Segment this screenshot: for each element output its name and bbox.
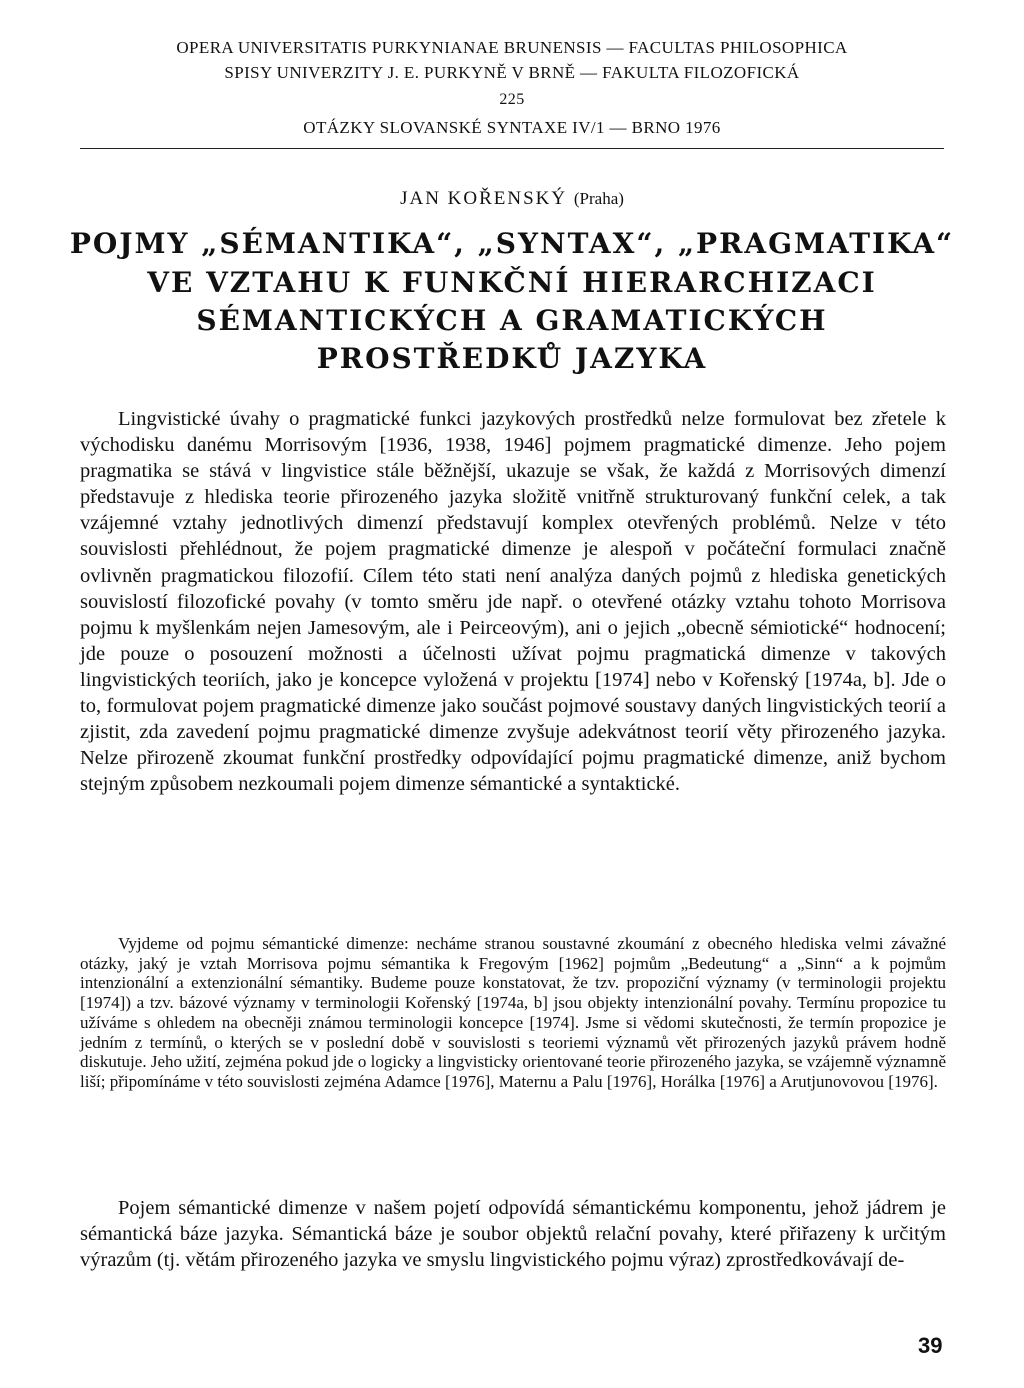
page-number: 39 <box>918 1333 943 1358</box>
author-affiliation: (Praha) <box>573 189 624 208</box>
paragraph-3: Pojem sémantické dimenze v našem pojetí odpovídá sémantickému komponentu, jehož jádrem je sémantická báze jazyka. Sémantická báze je soubor objektů relační povahy, které přiřazeny k určitým výrazům (tj. větám přirozeného jazyka ve smyslu lingvistického pojmu výraz) zprostředkovávají de- <box>80 1197 946 1272</box>
volume-line: OTÁZKY SLOVANSKÉ SYNTAXE IV/1 — BRNO 1976 <box>303 118 721 137</box>
body-section-1 <box>80 406 946 797</box>
author-name: JAN KOŘENSKÝ <box>400 188 568 209</box>
author-line <box>0 188 1024 210</box>
series-number: 225 <box>499 91 525 108</box>
article-title-line-1: POJMY „SÉMANTIKA“, „SYNTAX“, „PRAGMATIKA“ <box>69 227 955 260</box>
article-title-line-3: SÉMANTICKÝCH A GRAMATICKÝCH <box>196 304 828 337</box>
header-divider <box>80 148 944 149</box>
paragraph-1: Lingvistické úvahy o pragmatické funkci jazykových prostředků nelze formulovat bez zřetele k východisku danému Morrisovým [1936, 1938, 1946] pojmem pragmatické dimenze. Jeho pojem pragmatika se stává v lingvistice stále běžnější, ukazuje se však, že každá z Morrisových dimenzí představuje z hlediska teorie přirozeného jazyka složitě vnitřně strukturovaný funkční celek, a tak vzájemné vztahy jednotlivých dimenzí představují komplex otevřených problémů. Nelze v této souvislosti přehlédnout, že pojem pragmatické dimenze je alespoň v počáteční formulaci značně ovlivněn pragmatickou filozofií. Cílem této stati není analýza daných pojmů z hlediska genetických souvislostí filozofické povahy (v tomto směru jde např. o otevřené otázky vztahu tohoto Morrisova pojmu k myšlenkám nejen Jamesovým, ale i Peirceovým), ani o jejich „obecně sémiotické“ hodnocení; jde pouze o posouzení možnosti a účelnosti užívat pojmu pragmatická dimenze v takových lingvistických teoriích, jako je koncepce vyložená v projektu [1974] nebo v Kořenský [1974a, b]. Jde o to, formulovat pojem pragmatické dimenze jako součást pojmové soustavy daných lingvistických teorií a zjistit, zda zavedení pojmu pragmatické dimenze zvyšuje adekvátnost teorií věty přirozeného jazyka. Nelze přirozeně zkoumat funkční prostředky odpovídající pojmu pragmatické dimenze, aniž bychom stejným způsobem nezkoumali pojem dimenze sémantické a syntaktické. <box>80 408 946 796</box>
series-header-latin: OPERA UNIVERSITATIS PURKYNIANAE BRUNENSIS — FACULTAS PHILOSOPHICA <box>176 38 848 57</box>
small-print-section <box>80 934 946 1092</box>
paragraph-2-small: Vyjdeme od pojmu sémantické dimenze: necháme stranou soustavné zkoumání z obecného hlediska velmi závažné otázky, jaký je vztah Morrisova pojmu sémantika k Fregovým [1962] pojmům „Bedeutung“ a „Sinn“ a k pojmům intenzionální a extenzionální sémantiky. Budeme pouze konstatovat, že tzv. propoziční významy (v terminologii projektu [1974]) a tzv. bázové významy v terminologii Kořenský [1974a, b] jsou objekty intenzionální povahy. Termínu propozice tu užíváme s ohledem na obecněji známou terminologii koncepce [1974]. Jsme si vědomi skutečnosti, že termín propozice je jedním z termínů, o kterých se v poslední době v souvislosti s teoriemi významů vět přirozených jazyků právem hodně diskutuje. Jeho užití, zejména pokud jde o logicky a lingvisticky orientované teorie přirozeného jazyka, se vzájemně významně liší; připomínáme v této souvislosti zejména Adamce [1976], Maternu a Palu [1976], Horálka [1976] a Arutjunovovou [1976]. <box>80 934 946 1091</box>
article-title-line-4: PROSTŘEDKŮ JAZYKA <box>316 342 708 375</box>
article-title-line-2: VE VZTAHU K FUNKČNÍ HIERARCHIZACI <box>147 266 877 299</box>
series-header-czech: SPISY UNIVERZITY J. E. PURKYNĚ V BRNĚ — FAKULTA FILOZOFICKÁ <box>224 63 800 82</box>
body-section-2 <box>80 1195 946 1273</box>
